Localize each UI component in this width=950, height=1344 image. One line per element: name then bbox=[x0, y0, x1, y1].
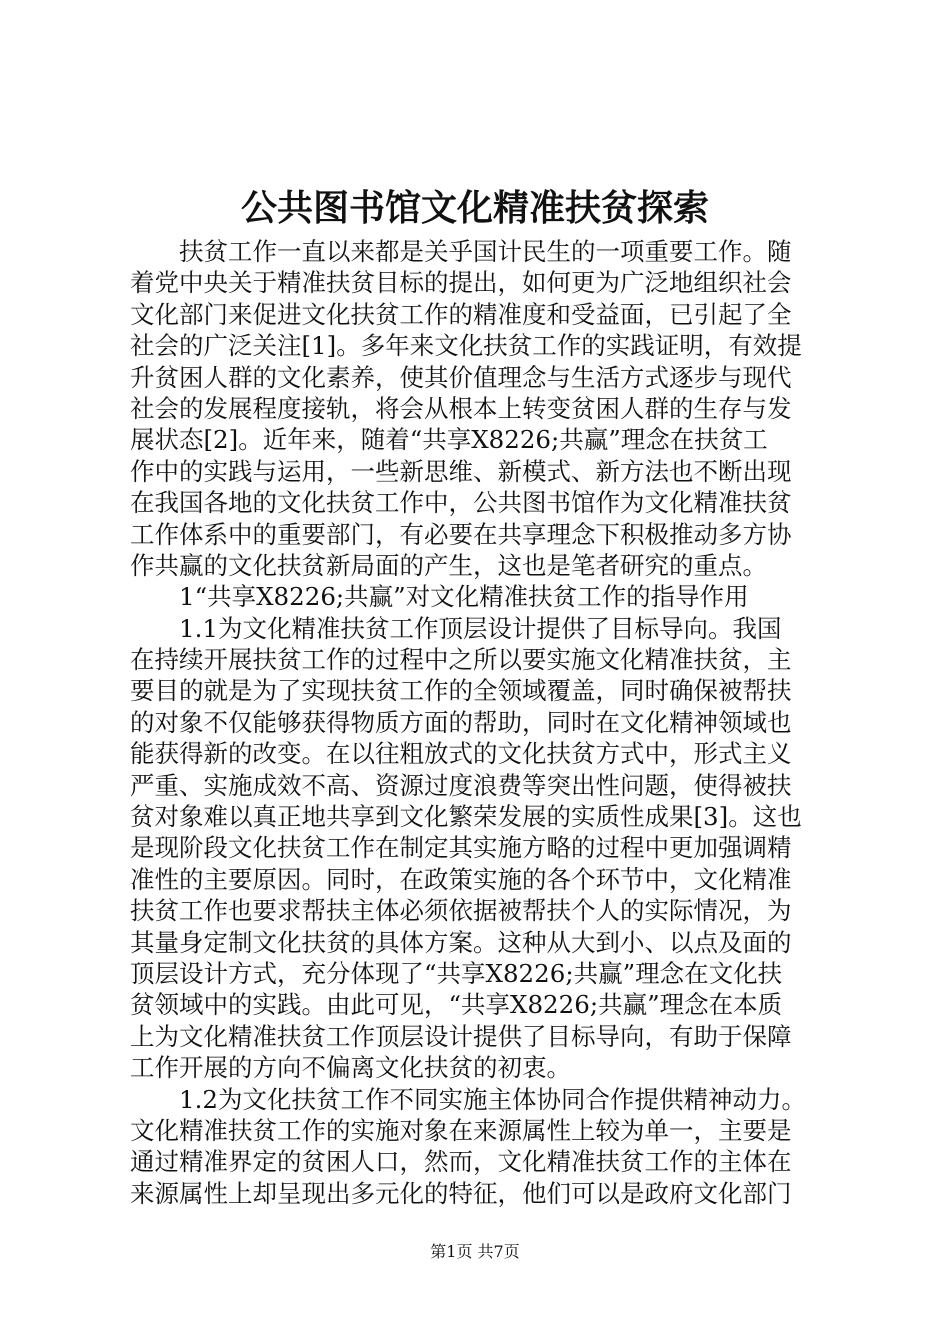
text-line: 顶层设计方式，充分体现了“共享X8226;共赢”理念在文化扶 bbox=[130, 958, 783, 988]
text-line: 社会的广泛关注[1]。多年来文化扶贫工作的实践证明，有效提 bbox=[130, 331, 802, 361]
text-line: 1.1为文化精准扶贫工作顶层设计提供了目标导向。我国 bbox=[130, 613, 782, 643]
text-line: 1“共享X8226;共赢”对文化精准扶贫工作的指导作用 bbox=[130, 582, 749, 612]
body-text bbox=[130, 236, 850, 1209]
text-line: 是现阶段文化扶贫工作在制定其实施方略的过程中更加强调精 bbox=[130, 833, 792, 863]
text-line: 展状态[2]。近年来，随着“共享X8226;共赢”理念在扶贫工 bbox=[130, 425, 768, 455]
text-line: 上为文化精准扶贫工作顶层设计提供了目标导向，有助于保障 bbox=[130, 1021, 792, 1051]
text-line: 1.2为文化扶贫工作不同实施主体协同合作提供精神动力。 bbox=[130, 1084, 806, 1114]
text-line: 作共赢的文化扶贫新局面的产生，这也是笔者研究的重点。 bbox=[130, 550, 767, 580]
text-line: 社会的发展程度接轨，将会从根本上转变贫困人群的生存与发 bbox=[130, 393, 792, 423]
text-line: 升贫困人群的文化素养，使其价值理念与生活方式逐步与现代 bbox=[130, 362, 792, 392]
text-line: 能获得新的改变。在以往粗放式的文化扶贫方式中，形式主义 bbox=[130, 739, 792, 769]
text-line: 来源属性上却呈现出多元化的特征，他们可以是政府文化部门 bbox=[130, 1178, 792, 1208]
text-line: 文化精准扶贫工作的实施对象在来源属性上较为单一，主要是 bbox=[130, 1115, 792, 1145]
text-line: 扶贫工作也要求帮扶主体必须依据被帮扶个人的实际情况，为 bbox=[130, 896, 792, 926]
text-line: 通过精准界定的贫困人口，然而，文化精准扶贫工作的主体在 bbox=[130, 1147, 792, 1177]
text-line: 工作体系中的重要部门，有必要在共享理念下积极推动多方协 bbox=[130, 519, 792, 549]
text-line: 文化部门来促进文化扶贫工作的精准度和受益面，已引起了全 bbox=[130, 299, 792, 329]
text-line: 严重、实施成效不高、资源过度浪费等突出性问题，使得被扶 bbox=[130, 770, 792, 800]
text-line: 准性的主要原因。同时，在政策实施的各个环节中，文化精准 bbox=[130, 864, 792, 894]
text-line: 扶贫工作一直以来都是关乎国计民生的一项重要工作。随 bbox=[130, 237, 792, 266]
text-line: 的对象不仅能够获得物质方面的帮助，同时在文化精神领域也 bbox=[130, 707, 792, 737]
text-line: 着党中央关于精准扶贫目标的提出，如何更为广泛地组织社会 bbox=[130, 268, 792, 298]
page-title: 公共图书馆文化精准扶贫探索 bbox=[240, 187, 709, 229]
text-line: 在我国各地的文化扶贫工作中，公共图书馆作为文化精准扶贫 bbox=[130, 488, 792, 518]
text-line: 其量身定制文化扶贫的具体方案。这种从大到小、以点及面的 bbox=[130, 927, 792, 957]
text-line: 贫领域中的实践。由此可见，“共享X8226;共赢”理念在本质 bbox=[130, 990, 783, 1020]
text-line: 在持续开展扶贫工作的过程中之所以要实施文化精准扶贫，主 bbox=[130, 645, 792, 675]
text-line: 作中的实践与运用，一些新思维、新模式、新方法也不断出现 bbox=[130, 456, 792, 486]
page-footer: 第1页 共7页 bbox=[430, 1242, 520, 1261]
text-line: 要目的就是为了实现扶贫工作的全领域覆盖，同时确保被帮扶 bbox=[130, 676, 792, 706]
text-line: 工作开展的方向不偏离文化扶贫的初衷。 bbox=[130, 1053, 571, 1083]
text-line: 贫对象难以真正地共享到文化繁荣发展的实质性成果[3]。这也 bbox=[130, 802, 802, 832]
